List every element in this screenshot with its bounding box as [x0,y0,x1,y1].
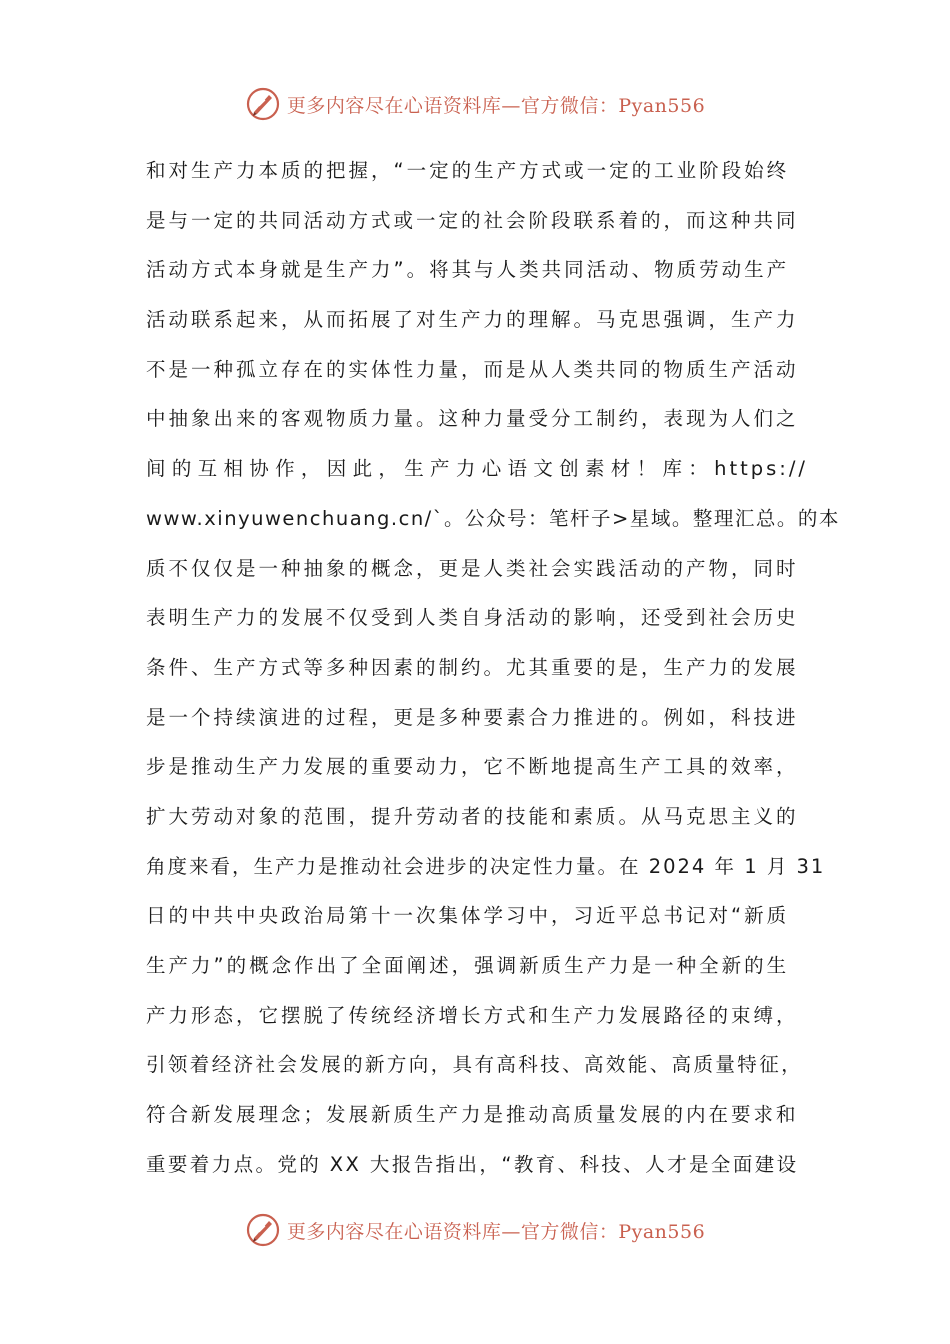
body-line: 生产力”的概念作出了全面阐述，强调新质生产力是一种全新的生 [146,954,790,977]
body-line: 引领着经济社会发展的新方向，具有高科技、高效能、高质量特征， [146,1053,804,1077]
footer-banner [0,1210,950,1250]
body-line: 是一个持续演进的过程，更是多种要素合力推进的。例如，科技进 [146,705,799,729]
body-line: 中抽象出来的客观物质力量。这种力量受分工制约，表现为人们之 [146,407,799,431]
header-banner-text: 更多内容尽在心语资料库—官方微信：Pyan556 [286,94,706,117]
body-line: 条件、生产方式等多种因素的制约。尤其重要的是，生产力的发展 [146,655,799,679]
body-line: 间的互相协作，因此，生产力心语文创素材！库：https:// [146,457,808,481]
body-line: 和对生产力本质的把握，“一定的生产方式或一定的工业阶段始终 [146,159,790,182]
body-line: 步是推动生产力发展的重要动力，它不断地提高生产工具的效率， [146,755,799,779]
quill-logo-icon [245,1212,281,1248]
quill-logo-icon [245,86,281,122]
body-line: 不是一种孤立存在的实体性力量，而是从人类共同的物质生产活动 [146,357,799,381]
body-line: 活动方式本身就是生产力”。将其与人类共同活动、物质劳动生产 [146,258,790,282]
body-line: 符合新发展理念；发展新质生产力是推动高质量发展的内在要求和 [146,1103,799,1127]
body-line: 日的中共中央政治局第十一次集体学习中，习近平总书记对“新质 [146,904,790,928]
body-line: 活动联系起来，从而拓展了对生产力的理解。马克思强调，生产力 [146,308,799,332]
footer-banner-text: 更多内容尽在心语资料库—官方微信：Pyan556 [286,1220,706,1243]
body-line: 产力形态，它摆脱了传统经济增长方式和生产力发展路径的束缚， [146,1003,799,1027]
body-line: 重要着力点。党的 XX 大报告指出，“教育、科技、人才是全面建设 [146,1152,799,1176]
document-body [146,146,840,1189]
body-line: 是与一定的共同活动方式或一定的社会阶段联系着的，而这种共同 [146,208,799,232]
body-line: 扩大劳动对象的范围，提升劳动者的技能和素质。从马克思主义的 [146,804,799,828]
body-line: 质不仅仅是一种抽象的概念，更是人类社会实践活动的产物，同时 [146,556,799,580]
body-line: 表明生产力的发展不仅受到人类自身活动的影响，还受到社会历史 [146,606,799,630]
body-line: 角度来看，生产力是推动社会进步的决定性力量。在 2024 年 1 月 31 [146,854,826,878]
header-banner [0,84,950,124]
body-line: www.xinyuwenchuang.cn/`。公众号：笔杆子>星域。整理汇总。的本 [146,506,840,530]
